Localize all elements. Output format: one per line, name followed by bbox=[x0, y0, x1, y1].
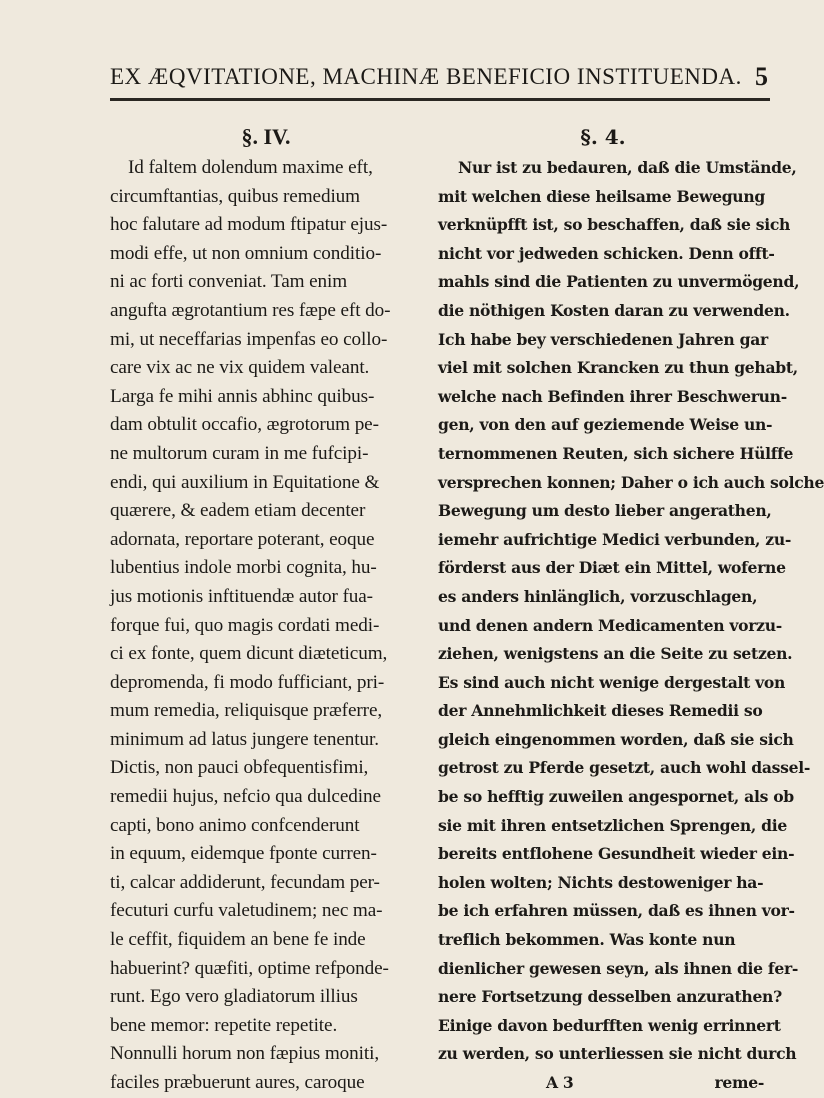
latin-text-line: lubentius indole morbi cognita, hu- bbox=[110, 557, 377, 579]
german-text-line: bereits entflohene Gesundheit wieder ein- bbox=[438, 844, 795, 864]
latin-text-line: in equum, eidemque fponte curren- bbox=[110, 843, 377, 865]
german-column bbox=[438, 120, 824, 1092]
german-text-line: und denen andern Medicamenten vorzu- bbox=[438, 615, 782, 635]
latin-text-line: Id faltem dolendum maxime eft, bbox=[128, 157, 373, 178]
latin-text-line: mum remedia, reliquisque præferre, bbox=[110, 700, 383, 722]
page-number: 5 bbox=[755, 62, 768, 91]
german-text-line: Es sind auch nicht wenige dergestalt von bbox=[438, 672, 786, 692]
running-title: EX ÆQVITATIONE, MACHINÆ BENEFICIO INSTITUENDA. bbox=[110, 64, 742, 89]
latin-text-line: capti, bono animo confcenderunt bbox=[110, 814, 360, 836]
german-text-line: dienlicher gewesen seyn, als ihnen die fer- bbox=[438, 958, 799, 978]
german-text-line: verknüpfft ist, so beschaffen, daß sie sich bbox=[438, 215, 791, 235]
latin-text-line: fecuturi curfu valetudinem; nec ma- bbox=[110, 900, 383, 922]
latin-text-line: le ceffit, fiquidem an bene fe inde bbox=[110, 929, 366, 951]
header-rule bbox=[110, 98, 770, 101]
german-text-line: zu werden, so unterliessen sie nicht durch bbox=[438, 1044, 797, 1064]
signature-line bbox=[438, 1069, 768, 1098]
latin-text-line: Dictis, non pauci obfequentisfimi, bbox=[110, 757, 369, 779]
latin-text-block bbox=[110, 154, 422, 1098]
german-text-line: viel mit solchen Krancken zu thun gehabt, bbox=[438, 358, 798, 378]
catchword: reme- bbox=[714, 1073, 764, 1092]
german-text-line: mahls sind die Patienten zu unvermögend, bbox=[438, 272, 800, 292]
german-text-line: gen, von den auf geziemende Weise un- bbox=[438, 415, 773, 435]
latin-text-line: ni ac forti conveniat. Tam enim bbox=[110, 271, 348, 293]
latin-text-line: angufta ægrotantium res fæpe eft do- bbox=[110, 299, 391, 321]
latin-text-line: Larga fe mihi annis abhinc quibus- bbox=[110, 385, 375, 407]
german-text-line: nicht vor jedweden schicken. Denn offt- bbox=[438, 243, 775, 263]
latin-text-line: bene memor: repetite repetite. bbox=[110, 1014, 338, 1036]
german-text-line: be ich erfahren müssen, daß es ihnen vor- bbox=[438, 901, 795, 921]
german-text-line: Einige davon bedurfften wenig errinnert bbox=[438, 1015, 781, 1035]
german-text-line: welche nach Befinden ihrer Beschwerun- bbox=[438, 386, 787, 406]
latin-column bbox=[110, 120, 422, 1093]
latin-text-line: remedii hujus, nefcio qua dulcedine bbox=[110, 786, 381, 808]
latin-text-line: mi, ut neceffarias impenfas eo collo- bbox=[110, 328, 388, 350]
latin-text-line: jus motionis inftituendæ autor fua- bbox=[110, 585, 373, 607]
german-text-line: mit welchen diese heilsame Bewegung bbox=[438, 186, 765, 206]
german-text-line: getrost zu Pferde gesetzt, auch wohl dassel- bbox=[438, 758, 811, 778]
german-text-block bbox=[438, 154, 824, 1069]
german-text-line: der Annehmlichkeit dieses Remedii so bbox=[438, 701, 763, 721]
latin-text-line: care vix ac ne vix quidem valeant. bbox=[110, 357, 370, 379]
latin-text-line: dam obtulit occafio, ægrotorum pe- bbox=[110, 414, 379, 436]
german-text-line: ternommenen Reuten, sich sichere Hülffe bbox=[438, 443, 794, 463]
german-text-line: ziehen, wenigstens an die Seite zu setzen. bbox=[438, 644, 793, 664]
latin-text-line: ti, calcar addiderunt, fecundam per- bbox=[110, 871, 380, 893]
german-text-line: es anders hinlänglich, vorzuschlagen, bbox=[438, 586, 758, 606]
latin-text-line: adornata, reportare poterant, eoque bbox=[110, 528, 375, 550]
german-text-line: treflich bekommen. Was konte nun bbox=[438, 930, 736, 950]
latin-text-line: modi effe, ut non omnium conditio- bbox=[110, 242, 382, 264]
german-text-line: Nur ist zu bedauren, daß die Umstände, bbox=[458, 158, 797, 177]
latin-text-line: runt. Ego vero gladiatorum illius bbox=[110, 986, 358, 1008]
german-text-line: holen wolten; Nichts destoweniger ha- bbox=[438, 872, 764, 892]
latin-text-line: forque fui, quo magis cordati medi- bbox=[110, 614, 380, 636]
page-header bbox=[110, 58, 770, 98]
german-text-line: sie mit ihren entsetzlichen Sprengen, die bbox=[438, 815, 787, 835]
latin-text-line: depromenda, fi modo fufficiant, pri- bbox=[110, 671, 385, 693]
latin-text-line: Nonnulli horum non fæpius moniti, bbox=[110, 1043, 380, 1065]
latin-text-line: quærere, & eadem etiam decenter bbox=[110, 500, 366, 522]
german-text-line: förderst aus der Diæt ein Mittel, woferne bbox=[438, 558, 786, 578]
latin-text-line: endi, qui auxilium in Equitatione & bbox=[110, 471, 380, 493]
german-section-heading: §. 4. bbox=[580, 125, 626, 149]
german-text-line: Ich habe bey verschiedenen Jahren gar bbox=[438, 329, 768, 349]
printer-signature: A 3 bbox=[546, 1073, 574, 1092]
german-text-line: be so hefftig zuweilen angespornet, als ob bbox=[438, 787, 794, 807]
german-text-line: die nöthigen Kosten daran zu verwenden. bbox=[438, 300, 790, 320]
latin-text-line: faciles præbuerunt aures, caroque bbox=[110, 1072, 365, 1093]
latin-text-line: circumftantias, quibus remedium bbox=[110, 185, 361, 207]
german-text-line: nere Fortsetzung desselben anzurathen? bbox=[438, 987, 782, 1007]
latin-text-line: minimum ad latus jungere tenentur. bbox=[110, 728, 379, 750]
latin-section-heading: §. IV. bbox=[241, 124, 291, 149]
latin-text-line: ne multorum curam in me fufcipi- bbox=[110, 442, 369, 464]
german-text-line: Bewegung um desto lieber angerathen, bbox=[438, 501, 772, 521]
latin-text-line: hoc falutare ad modum ftipatur ejus- bbox=[110, 214, 388, 236]
latin-text-line: habuerint? quæfiti, optime refponde- bbox=[110, 957, 389, 979]
latin-text-line: ci ex fonte, quem dicunt diæteticum, bbox=[110, 643, 388, 665]
german-text-line: gleich eingenommen worden, daß sie sich bbox=[438, 729, 794, 749]
german-text-line: iemehr aufrichtige Medici verbunden, zu- bbox=[438, 529, 792, 549]
german-text-line: versprechen konnen; Daher o ich auch solche bbox=[438, 472, 824, 492]
